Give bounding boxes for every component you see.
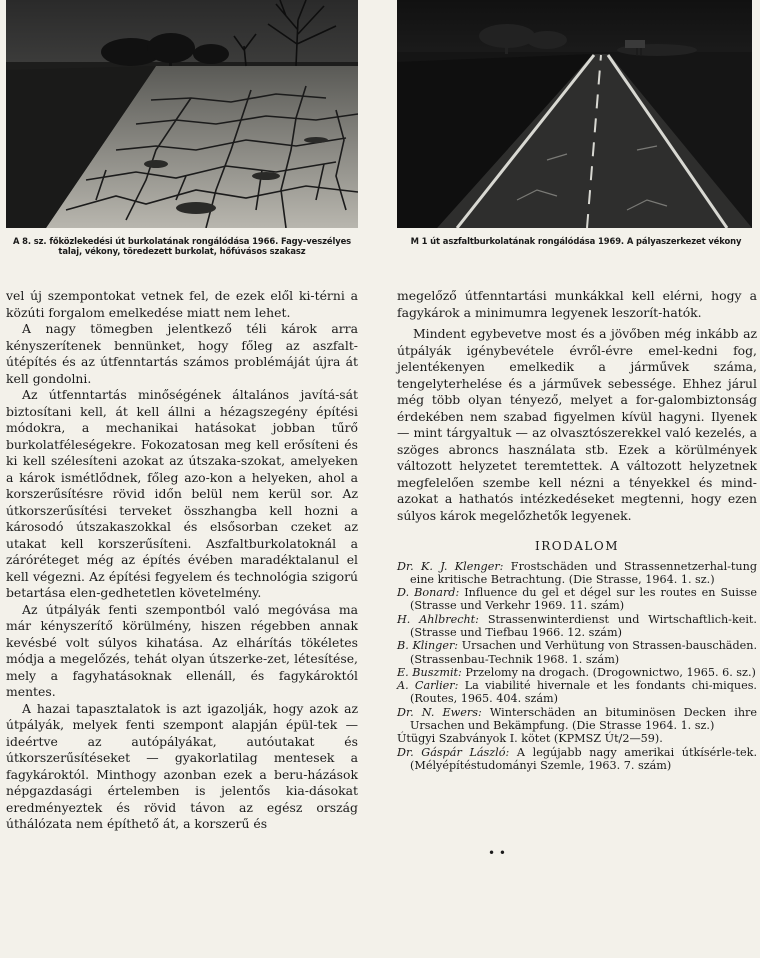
reference-item <box>397 679 757 706</box>
reference-item <box>397 586 757 613</box>
reference-author: A. Carlier: <box>397 679 459 693</box>
reference-item <box>397 639 757 666</box>
reference-text: Ursachen und Verhütung von Strassen-bauschäden. (Strassenbau-Technik 1968. 1. szám) <box>410 639 758 666</box>
reference-item <box>397 560 757 587</box>
reference-text: A legújabb nagy amerikai útkísérle-tek. (Mélyépítéstudományi Szemle, 1963. 7. szám) <box>410 745 758 772</box>
photo-caption-right: M 1 út aszfaltburkolatának rongálódása 1969. A pályaszerkezet vékony <box>410 236 742 246</box>
paragraph: megelőző útfenntartási munkákkal kell elérni, hogy a fagykárok a minimumra legyenek leszorít-hatók. <box>397 288 757 320</box>
paragraph: Mindent egybevetve most és a jövőben még inkább az útpályák igénybevétele évről-évre emel-kedni fog, jelentékenyen emelkedik a járművek száma, tengelyterhelése és a járművek sebessége. Ehhez járul még több olyan tényező, melyet a for-galombiztonság érdekében nem szabad figyelmen kívül hagyni. Ilyenek — mint tárgyaltuk — az olvasztószerekkel való kezelés, a szöges abroncs használata stb. Ezek a körülmények változott helyzetet teremtettek. A változott helyzetnek megfelelően szembe kell nézni a tényekkel és mind-azokat a hathatós intézkedéseket megtenni, hogy ezen súlyos károk megelőzhetők legyenek. <box>397 326 757 523</box>
reference-item <box>397 666 757 679</box>
reference-list <box>397 560 757 773</box>
end-mark: • • <box>488 846 506 860</box>
reference-text: La viabilité hivernale et les fondants chi-miques. (Routes, 1965. 404. szám) <box>410 679 757 706</box>
paragraph: Az útfenntartás minőségének általános javítá-sát biztosítani kell, át kell állni a hézagszegény építési módokra, a mechanikai hatásokat jobban tűrő burkolatféleségekre. Fokozatosan meg kell erősíteni és ki kell szélesíteni azokat az útszaka-szokat, amelyeken a károk ismétlődnek, főleg azo-kon a helyeken, ahol a korszerűsítésre rövid időn belül nem kerül sor. Az útkorszerűsítési terveket összhangba kell hozni a károsodó útszakaszokkal és elsősorban czeket az utakat kell korszerűsíteni. Aszfaltburkolatoknál a záróréteget még az építés évében maradéktalanul el kell végezni. Az építési fegyelem és technológia szigorú betartása elen-gedhetetlen követelmény. <box>6 387 358 600</box>
references-title: IRODALOM <box>535 539 619 553</box>
reference-item <box>397 613 757 640</box>
reference-author: Dr. Gáspár László: <box>397 745 510 759</box>
reference-item <box>397 732 757 745</box>
reference-item <box>397 706 757 733</box>
reference-text: Przelomy na drogach. (Drogownictwo, 1965. 6. sz.) <box>461 665 756 679</box>
reference-author: Dr. K. J. Klenger: <box>397 559 504 573</box>
paragraph: A nagy tömegben jelentkező téli károk arra kényszerítenek bennünket, hogy főleg az aszfalt-útépítés és az útfenntartás számos problémáját újra át kell gondolni. <box>6 321 358 386</box>
road-damage-photo-right <box>397 0 752 228</box>
reference-author: H. Ahlbrecht: <box>397 612 479 626</box>
reference-text: Winterschäden an bituminösen Decken ihre Ursachen und Bekämpfung. (Die Strasse 1964. 1. sz.) <box>410 705 757 733</box>
photo-caption-left: A 8. sz. főközlekedési út burkolatának rongálódása 1966. Fagy-veszélyes talaj, vékony, töredezett burkolat, hőfúvásos szakasz <box>12 236 352 256</box>
text-column-left <box>6 288 358 833</box>
reference-text: Strassenwinterdienst und Wirtschaftlich-keit. (Strasse und Tiefbau 1966. 12. szám) <box>410 612 757 639</box>
reference-text: Frostschäden und Strassennetzerhal-tung eine kritische Betrachtung. (Die Strasse, 1964. 1. sz.) <box>410 559 758 586</box>
road-damage-photo-left <box>6 0 358 228</box>
paragraph: Az útpályák fenti szempontból való megóvása ma már kényszerítő körülmény, hiszen régebben annak kevésbé volt súlyos kihatása. Az elhárítás tökéletes módja a megelőzés, tehát olyan útszerke-zet, létesítése, mely a fagyhatásoknak ellenáll, és fagykároktól mentes. <box>6 601 358 699</box>
reference-author: B. Klinger: <box>397 639 459 653</box>
paragraph: vel új szempontokat vetnek fel, de ezek elől ki-térni a közúti forgalom emelkedése miatt nem lehet. <box>6 288 358 320</box>
reference-author: E. Buszmit: <box>397 665 462 679</box>
reference-author: Dr. N. Ewers: <box>397 705 482 719</box>
reference-text: Influence du gel et dégel sur les routes en Suisse (Strasse und Verkehr 1969. 11. szám) <box>410 586 758 613</box>
text-column-right <box>397 288 757 772</box>
reference-item <box>397 746 757 773</box>
reference-author: D. Bonard: <box>397 586 460 600</box>
paragraph: A hazai tapasztalatok is azt igazolják, hogy azok az útpályák, melyek fenti szempont alapján épül-tek — ideértve az autópályákat, autóutakat és útkorszerűsítéseket — gyakorlatilag mentesek a fagykároktól. Minthogy azonban ezek a beru-házások népgazdasági értelemben is jelentős kia-dásokat eredményeztek és rövid távon az egész ország úthálózata nem építhető át, a korszerű és <box>6 700 358 831</box>
reference-text: Útügyi Szabványok I. kötet (KPMSZ Út/2—59). <box>397 732 663 746</box>
